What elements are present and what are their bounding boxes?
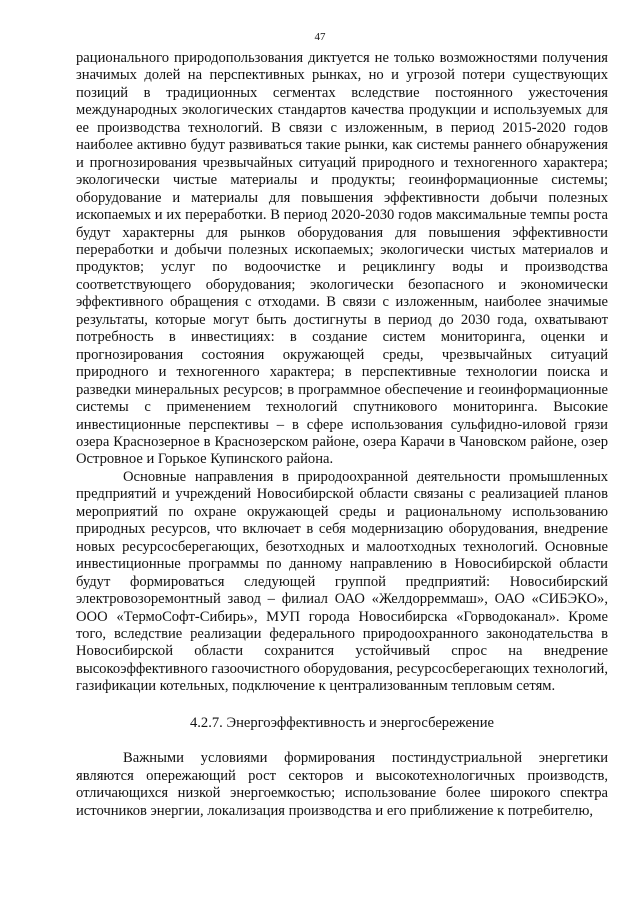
document-body [76, 50, 608, 820]
paragraph-environmental-directions: Основные направления в природоохранной деятельности промышленных предприятий и учреждений Новосибирской области связаны с реализацией планов мероприятий по охране окружающей среды и рациональному использованию природных ресурсов, что включает в себя модернизацию оборудования, внедрение новых ресурсосберегающих, безотходных и малоотходных технологий. Основные инвестиционные программы по данному направлению в Новосибирской области будут формироваться следующей группой предприятий: Новосибирский электровозоремонтный завод – филиал ОАО «Желдорреммаш», ОАО «СИБЭКО», ООО «ТермоСофт-Сибирь», МУП города Новосибирска «Горводоканал». Кроме того, вследствие реализации федерального природоохранного законодательства в Новосибирской области сохранится устойчивый спрос на внедрение высокоэффективного газоочистного оборудования, ресурсосберегающих технологий, газификации котельных, подключение к централизованным тепловым сетям. [76, 468, 608, 695]
page-number: 47 [314, 31, 326, 43]
section-heading: 4.2.7. Энергоэффективность и энергосбережение [189, 714, 495, 731]
paragraph-continuation: рационального природопользования диктуется не только возможностями получения значимых долей на перспективных рынках, но и угрозой потери существующих позиций в традиционных сегментах вследствие постоянного ужесточения международных экологических стандартов качества продукции и используемых для ее производства технологий. В связи с изложенным, в период 2015-2020 годов наиболее активно будут развиваться такие рынки, как системы раннего обнаружения и прогнозирования чрезвычайных ситуаций природного и техногенного характера; экологически чистые материалы и продукты; геоинформационные системы; оборудование и материалы для повышения эффективности добычи полезных ископаемых и их переработки. В период 2020-2030 годов максимальные темпы роста будут характерны для рынков оборудования для повышения эффективности переработки и добычи полезных ископаемых; экологически чистых материалов и продуктов; услуг по водоочистке и рециклингу воды и производства соответствующего оборудования; экологически безопасного и экономически эффективного обращения с отходами. В связи с изложенным, наиболее значимые результаты, которые могут быть достигнуты в период до 2030 года, охватывают потребность в инвестициях: в создание систем мониторинга, оценки и прогнозирования состояния окружающей среды, чрезвычайных ситуаций природного и техногенного характера; в перспективные технологии поиска и разведки минеральных ресурсов; в программное обеспечение и геоинформационные системы с применением технологий спутникового мониторинга. Высокие инвестиционные перспективы – в сфере использования сульфидно-иловой грязи озера Краснозерное в Краснозерском районе, озера Карачи в Чановском районе, озер Островное и Горькое Купинского района. [76, 50, 608, 468]
paragraph-energy-efficiency: Важными условиями формирования постиндустриальной энергетики являются опережающий рост секторов и высокотехнологичных производств, отличающихся низкой энергоемкостью; использование более широкого спектра источников энергии, локализация производства и его приближение к потребителю, [76, 750, 608, 819]
